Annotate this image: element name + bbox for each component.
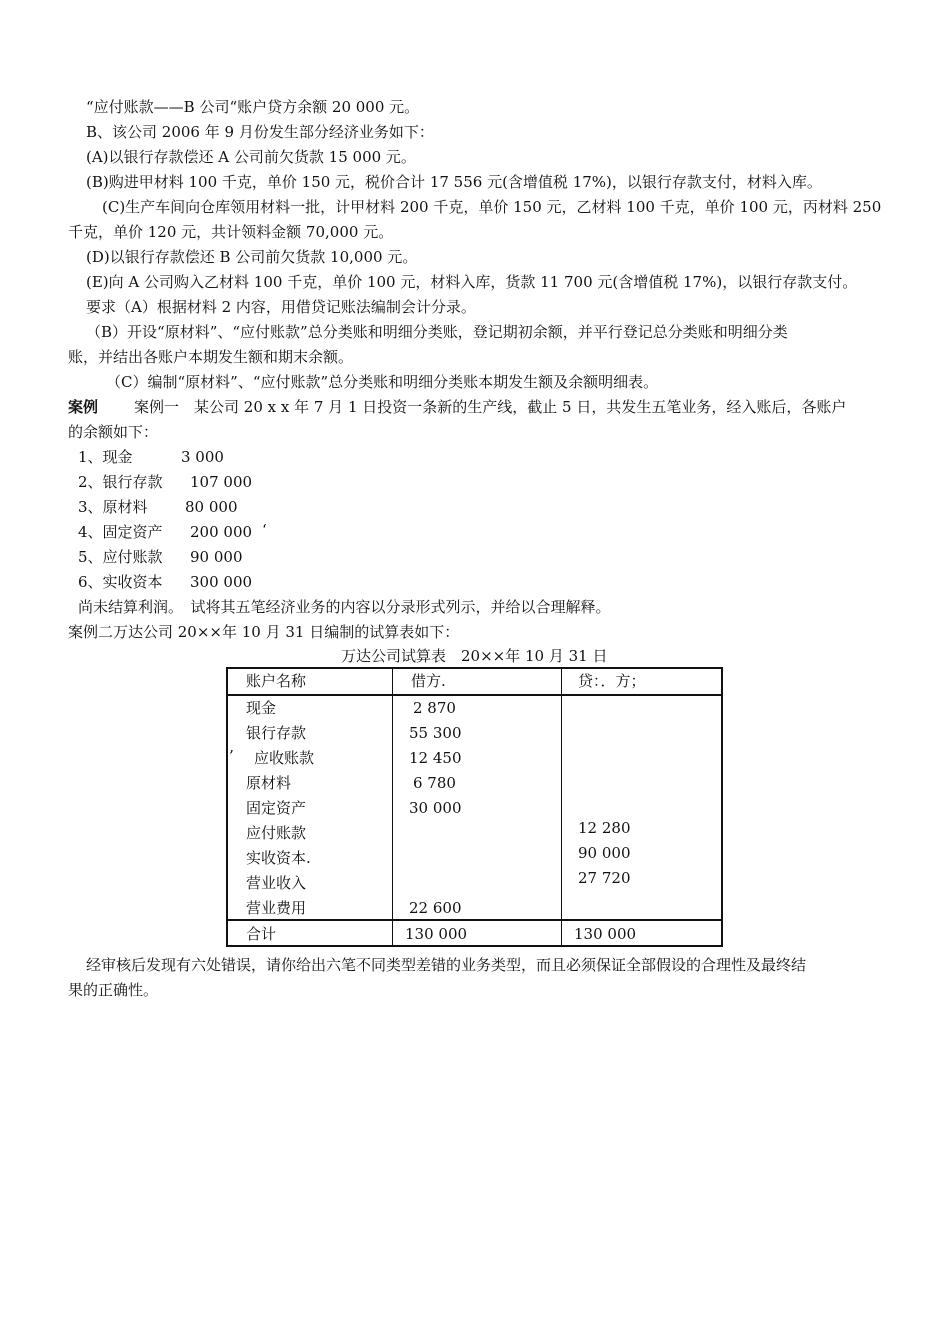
requirement-b-line2: 账，并结出各账户本期发生额和期末余额。 bbox=[68, 348, 354, 366]
balance-item bbox=[78, 497, 148, 517]
balance-value: 90 000 bbox=[190, 548, 243, 566]
balance-item bbox=[78, 447, 133, 467]
row-account: 固定资产 bbox=[246, 799, 307, 817]
trial-balance-table bbox=[226, 667, 723, 947]
row-debit: 30 000 bbox=[409, 799, 462, 817]
row-account: 营业收入 bbox=[246, 874, 307, 892]
balance-item bbox=[78, 547, 163, 567]
transaction-a: (A)以银行存款偿还 A 公司前欠货款 15 000 元。 bbox=[86, 148, 416, 166]
row-account: 营业费用 bbox=[246, 899, 307, 917]
row-account: 应收账款 bbox=[254, 749, 315, 767]
row-credit: 90 000 bbox=[578, 844, 631, 862]
transaction-c-line1: (C)生产车间向仓库领用材料一批，计甲材料 200 千克，单价 150 元，乙材料 100 千克，单价 100 元，丙材料 250 bbox=[102, 198, 882, 216]
column-divider bbox=[392, 669, 393, 945]
header-credit: 贷：．方； bbox=[578, 672, 646, 690]
row-credit: 27 720 bbox=[578, 869, 631, 887]
transaction-c-line2: 千克，单价 120 元，共计领料金额 70,000 元。 bbox=[68, 223, 394, 241]
conclusion-line1: 经审核后发现有六处错误，请你给出六笔不同类型差错的业务类型，而且必须保证全部假设的合理性及最终结 bbox=[86, 956, 807, 974]
case1-closing: 尚未结算利润。 试将其五笔经济业务的内容以分录形式列示，并给以合理解释。 bbox=[78, 598, 611, 616]
requirement-a: 要求（A）根据材料 2 内容，用借贷记账法编制会计分录。 bbox=[86, 298, 476, 316]
total-debit: 130 000 bbox=[405, 925, 468, 943]
balance-label: 5、应付账款 bbox=[78, 548, 163, 566]
row-credit: 12 280 bbox=[578, 819, 631, 837]
balance-label: 3、原材料 bbox=[78, 498, 148, 516]
intro-line-1: “应付账款——B 公司“账户贷方余额 20 000 元。 bbox=[86, 98, 420, 116]
total-credit: 130 000 bbox=[574, 925, 637, 943]
stray-mark: ’ bbox=[229, 747, 234, 765]
balance-item bbox=[78, 522, 163, 542]
case1-text-line2: 的余额如下： bbox=[68, 423, 159, 441]
balance-value: 3 000 bbox=[181, 448, 224, 466]
transaction-b: (B)购进甲材料 100 千克，单价 150 元，税价合计 17 556 元(含增值税 17%)，以银行存款支付，材料入库。 bbox=[86, 173, 822, 191]
row-account: 原材料 bbox=[246, 774, 292, 792]
balance-value: 80 000 bbox=[185, 498, 238, 516]
balance-value: 200 000 bbox=[190, 523, 253, 541]
balance-item bbox=[78, 472, 163, 492]
header-account: 账户名称 bbox=[246, 672, 307, 690]
row-account: 现金 bbox=[246, 699, 277, 717]
row-debit: 12 450 bbox=[409, 749, 462, 767]
balance-value: 300 000 bbox=[190, 573, 253, 591]
balance-label: 4、固定资产 bbox=[78, 523, 163, 541]
row-debit: 6 780 bbox=[413, 774, 456, 792]
balance-label: 6、实收资本 bbox=[78, 573, 163, 591]
balance-item bbox=[78, 572, 163, 592]
row-account: 实收资本. bbox=[246, 849, 311, 867]
column-divider bbox=[561, 669, 562, 945]
header-debit: 借方. bbox=[411, 672, 446, 690]
conclusion-line2: 果的正确性。 bbox=[68, 981, 159, 999]
balance-value: 107 000 bbox=[190, 473, 253, 491]
balance-label: 2、银行存款 bbox=[78, 473, 163, 491]
case1-heading-line bbox=[68, 397, 846, 417]
requirement-b-line1: （B）开设“原材料”、“应付账款”总分类账和明细分类账，登记期初余额，并平行登记总分类账和明细分类 bbox=[86, 323, 788, 341]
transaction-e: (E)向 A 公司购入乙材料 100 千克，单价 100 元，材料入库，货款 11 700 元(含增值税 17%)，以银行存款支付。 bbox=[86, 273, 858, 291]
stray-mark: ‘ bbox=[262, 521, 267, 539]
table-title: 万达公司试算表 20××年 10 月 31 日 bbox=[341, 647, 608, 665]
case-heading: 案例 bbox=[68, 398, 99, 416]
header-divider bbox=[228, 694, 721, 696]
case1-text: 案例一 某公司 20 x x 年 7 月 1 日投资一条新的生产线，截止 5 日，共发生五笔业务，经入账后，各账户 bbox=[134, 398, 847, 416]
row-account: 应付账款 bbox=[246, 824, 307, 842]
row-debit: 22 600 bbox=[409, 899, 462, 917]
case2-intro: 案例二万达公司 20××年 10 月 31 日编制的试算表如下： bbox=[68, 623, 460, 641]
balance-label: 1、现金 bbox=[78, 448, 133, 466]
row-debit: 2 870 bbox=[413, 699, 456, 717]
intro-line-2: B、该公司 2006 年 9 月份发生部分经济业务如下： bbox=[86, 123, 434, 141]
row-debit: 55 300 bbox=[409, 724, 462, 742]
total-divider bbox=[228, 919, 721, 921]
requirement-c: （C）编制“原材料”、“应付账款”总分类账和明细分类账本期发生额及余额明细表。 bbox=[106, 373, 659, 391]
total-label: 合计 bbox=[246, 925, 277, 943]
transaction-d: (D)以银行存款偿还 B 公司前欠货款 10,000 元。 bbox=[86, 248, 418, 266]
row-account: 银行存款 bbox=[246, 724, 307, 742]
